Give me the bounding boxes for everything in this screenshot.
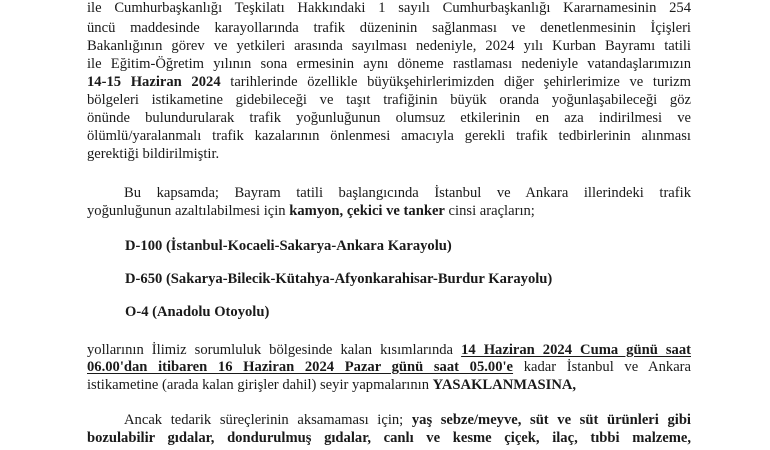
- vehicle-types-bold: kamyon, çekici ve tanker: [289, 203, 445, 219]
- paragraph-3-line-2-post: kadar İstanbul ve Ankara: [513, 359, 692, 375]
- paragraph-1-line-5: [87, 74, 691, 92]
- paragraph-2-line-2-post: cinsi araçların;: [444, 203, 535, 219]
- exempt-goods-bold-2: bozulabilir gıdalar, dondurulmuş gıdalar, canlı ve kesme çiçek, ilaç, tıbbi malzeme,: [87, 430, 691, 446]
- paragraph-4-line-2: [87, 430, 691, 448]
- paragraph-3-line-3: [87, 377, 576, 395]
- date-range-bold: 14-15 Haziran 2024: [87, 74, 221, 90]
- paragraph-2-line-2-pre: yoğunluğunun azaltılabilmesi için: [87, 203, 290, 219]
- paragraph-2-line-1: Bu kapsamda; Bayram tatili başlangıcında İstanbul ve Ankara illerindeki trafik: [124, 185, 691, 201]
- paragraph-1-line-6: bölgeleri istikametine gidebileceği ve taşıt trafiğinin büyük oranda yoğunlaşabileceği göz: [87, 92, 691, 108]
- paragraph-3-line-3-pre: istikametine (arada kalan girişler dahil) seyir yapmalarının: [87, 377, 433, 393]
- paragraph-1-line-5-rest: tarihlerinde özellikle büyükşehirlerimizden diğer şehirlerimize ve turizm: [220, 74, 692, 90]
- road-d100: D-100 (İstanbul-Kocaeli-Sakarya-Ankara Karayolu): [125, 238, 452, 254]
- ban-decision-bold: YASAKLANMASINA,: [432, 377, 577, 393]
- road-o4: O-4 (Anadolu Otoyolu): [125, 304, 270, 320]
- paragraph-3-line-1: [87, 342, 691, 360]
- paragraph-4-line-1-pre: Ancak tedarik süreçlerinin aksamaması için;: [124, 412, 412, 428]
- road-d650: D-650 (Sakarya-Bilecik-Kütahya-Afyonkarahisar-Burdur Karayolu): [125, 271, 553, 287]
- paragraph-4-line-1: [124, 412, 691, 430]
- paragraph-3-line-1-pre: yollarının İlimiz sorumluluk bölgesinde kalan kısımlarında: [87, 342, 462, 358]
- exempt-goods-bold-1: yaş sebze/meyve, süt ve süt ürünleri gibi: [411, 412, 691, 428]
- paragraph-1-line-3: Bakanlığının görev ve yetkileri arasında sayılması nedeniyle, 2024 yılı Kurban Bayramı tatili: [87, 38, 691, 54]
- paragraph-1-line-9: gerektiği bildirilmiştir.: [87, 146, 220, 162]
- paragraph-1-line-7: önünde bulundurularak trafik yoğunluğunun olumsuz etkilerinin en aza indirilmesi ve: [87, 110, 691, 126]
- paragraph-1-line-2: üncü maddesinde karayollarında trafik düzeninin sağlanması ve denetlenmesinin İçişleri: [87, 20, 691, 36]
- ban-start-datetime: 14 Haziran 2024 Cuma günü saat: [461, 342, 691, 358]
- paragraph-3-line-2: [87, 359, 691, 377]
- paragraph-1-line-4: ile Eğitim-Öğretim yılının sona ermesinin aynı döneme rastlaması nedeniyle vatandaşlarımızın: [87, 56, 691, 72]
- ban-end-datetime: 06.00'dan itibaren 16 Haziran 2024 Pazar günü saat 05.00'e: [87, 359, 514, 375]
- paragraph-2-line-2: [87, 203, 535, 221]
- paragraph-1-line-8: ölümlü/yaralanmalı trafik kazalarının önlenmesi amacıyla gerekli trafik tedbirlerinin alınması: [87, 128, 691, 144]
- paragraph-1-line-1: ile Cumhurbaşkanlığı Teşkilatı Hakkındaki 1 sayılı Cumhurbaşkanlığı Kararnamesinin 254: [87, 0, 691, 16]
